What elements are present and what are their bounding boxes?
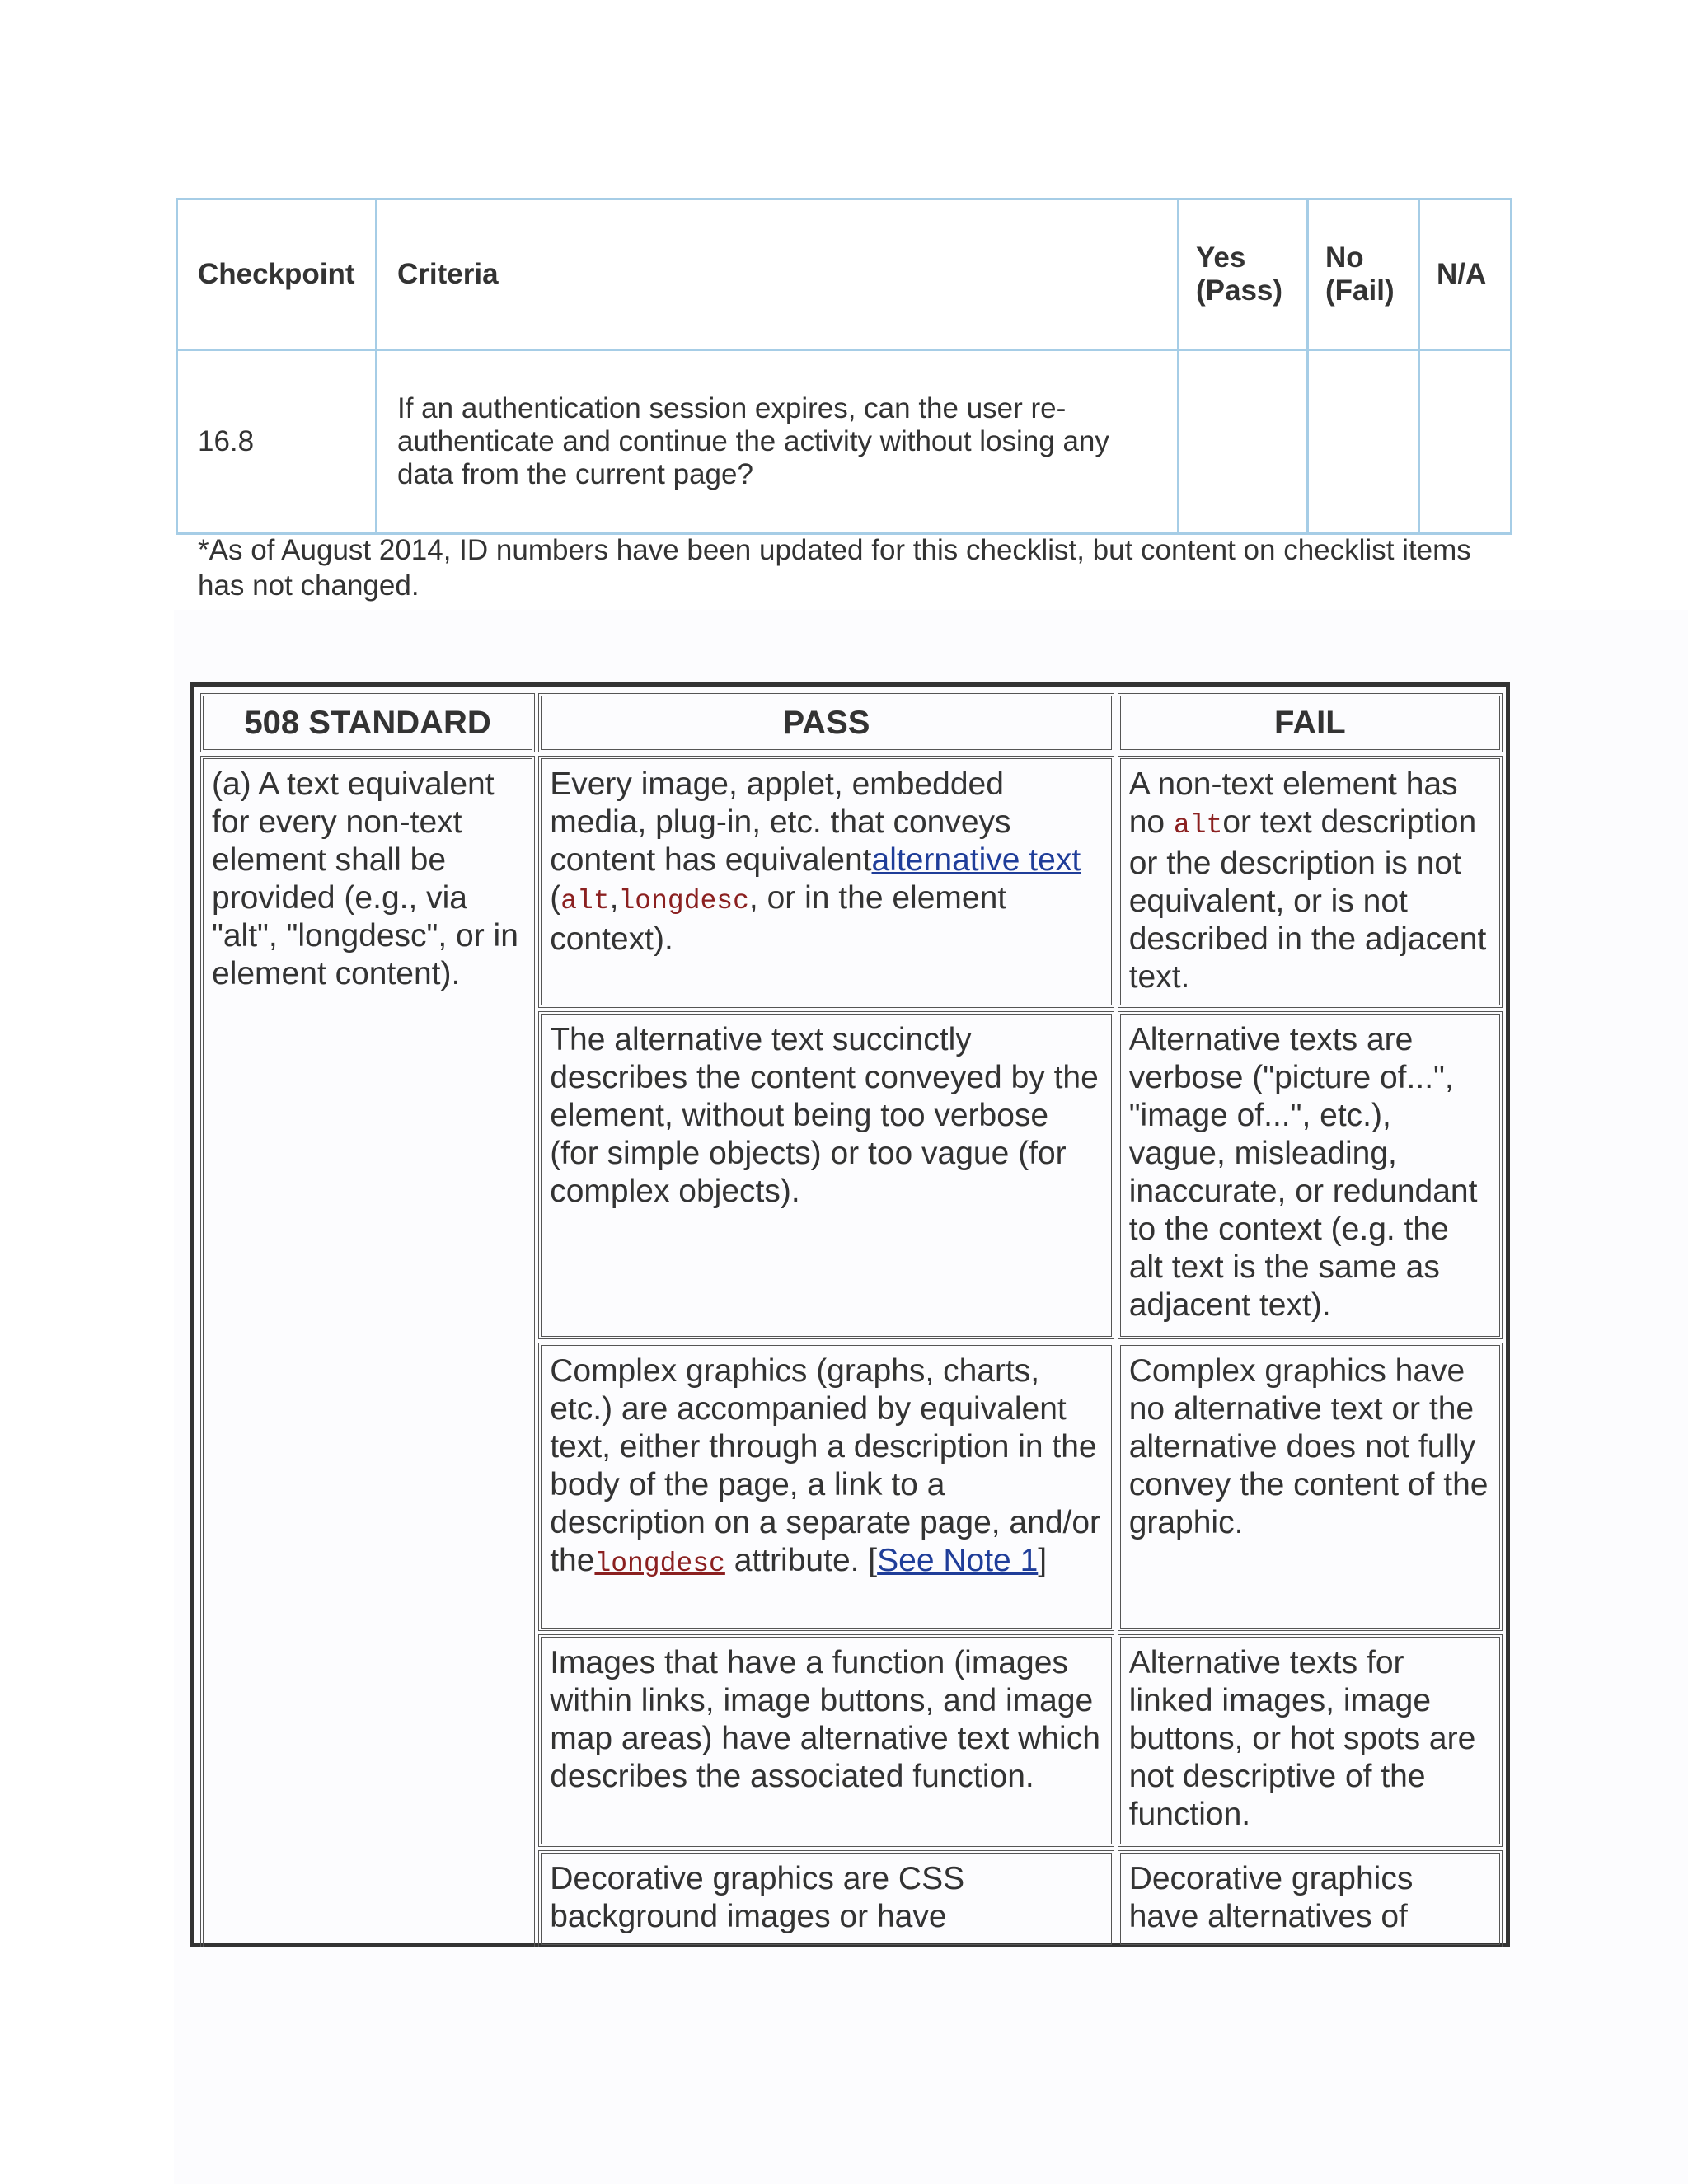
standard-header-row xyxy=(200,693,1503,752)
standard-table-frame xyxy=(190,682,1510,1947)
na-header: N/A xyxy=(1419,199,1512,350)
fail-text: or text description or the description is not equivalent, or is not described in the adjacent text. xyxy=(1128,804,1487,995)
fail-text: A non-text element has no xyxy=(1128,766,1458,840)
yes-cell[interactable] xyxy=(1179,350,1308,534)
pass-cell: Decorative graphics are CSS background images or have xyxy=(538,1850,1114,1947)
pass-text: ] xyxy=(1038,1543,1048,1578)
checklist-footnote: *As of August 2014, ID numbers have been updated for this checklist, but content on checklist items has not changed. xyxy=(198,534,1471,602)
pass-header: PASS xyxy=(538,693,1114,752)
pass-cell xyxy=(538,1343,1114,1631)
alternative-text-link[interactable]: alternative text xyxy=(871,842,1081,878)
checkpoint-cell: 16.8 xyxy=(177,350,377,534)
pass-text: ( xyxy=(550,880,561,916)
table-row xyxy=(177,350,1512,534)
pass-cell xyxy=(538,756,1114,1008)
fail-cell: Decorative graphics have alternatives of xyxy=(1118,1850,1503,1947)
yes-pass-header xyxy=(1179,199,1308,350)
checklist-table xyxy=(176,198,1512,535)
fail-cell: Alternative texts are verbose ("picture of...", "image of...", etc.), vague, misleading, inaccurate, or redundant to the context (e.g. the alt text is the same as adjacent text). xyxy=(1118,1011,1503,1339)
pass-text: , or in the element context). xyxy=(550,880,1007,957)
alt-code: alt xyxy=(560,886,610,916)
pass-text: Complex graphics (graphs, charts, etc.) are accompanied by equivalent text, either through a description in the body of the page, a link to a description on a separate page, and/or the xyxy=(550,1353,1101,1578)
pass-text: Every image, applet, embedded media, plug-in, etc. that conveys content has equivalent xyxy=(550,766,1011,878)
fail-cell: Alternative texts for linked images, image buttons, or hot spots are not descriptive of the function. xyxy=(1118,1634,1503,1847)
longdesc-code: longdesc xyxy=(618,886,749,916)
standard-table xyxy=(197,690,1506,1951)
pass-text: , xyxy=(609,880,619,916)
na-cell[interactable] xyxy=(1419,350,1512,534)
criteria-cell: If an authentication session expires, can the user re-authenticate and continue the activity without losing any data from the current page? xyxy=(377,350,1179,534)
pass-label: (Pass) xyxy=(1196,274,1283,307)
longdesc-code[interactable]: longdesc xyxy=(594,1549,725,1579)
fail-cell xyxy=(1118,756,1503,1008)
no-cell[interactable] xyxy=(1308,350,1419,534)
checklist-header-row xyxy=(177,199,1512,350)
see-note-1-link[interactable]: See Note 1 xyxy=(877,1543,1039,1578)
fail-cell: Complex graphics have no alternative text or the alternative does not fully convey the content of the graphic. xyxy=(1118,1343,1503,1631)
fail-header: FAIL xyxy=(1118,693,1503,752)
standard-cell: (a) A text equivalent for every non-text element shall be provided (e.g., via "alt", "longdesc", or in element content). xyxy=(200,756,535,1947)
table-row xyxy=(200,756,1503,1008)
fail-label: (Fail) xyxy=(1325,274,1395,307)
no-fail-header xyxy=(1308,199,1419,350)
alt-code: alt xyxy=(1173,810,1223,841)
no-label: No xyxy=(1325,241,1364,274)
pass-cell: Images that have a function (images within links, image buttons, and image map areas) have alternative text which describes the associated function. xyxy=(538,1634,1114,1847)
pass-cell: The alternative text succinctly describes the content conveyed by the element, without being too verbose (for simple objects) or too vague (for complex objects). xyxy=(538,1011,1114,1339)
standard-header: 508 STANDARD xyxy=(200,693,535,752)
pass-text: attribute. [ xyxy=(724,1543,878,1578)
checkpoint-header: Checkpoint xyxy=(177,199,377,350)
yes-label: Yes xyxy=(1196,241,1246,274)
criteria-header: Criteria xyxy=(377,199,1179,350)
